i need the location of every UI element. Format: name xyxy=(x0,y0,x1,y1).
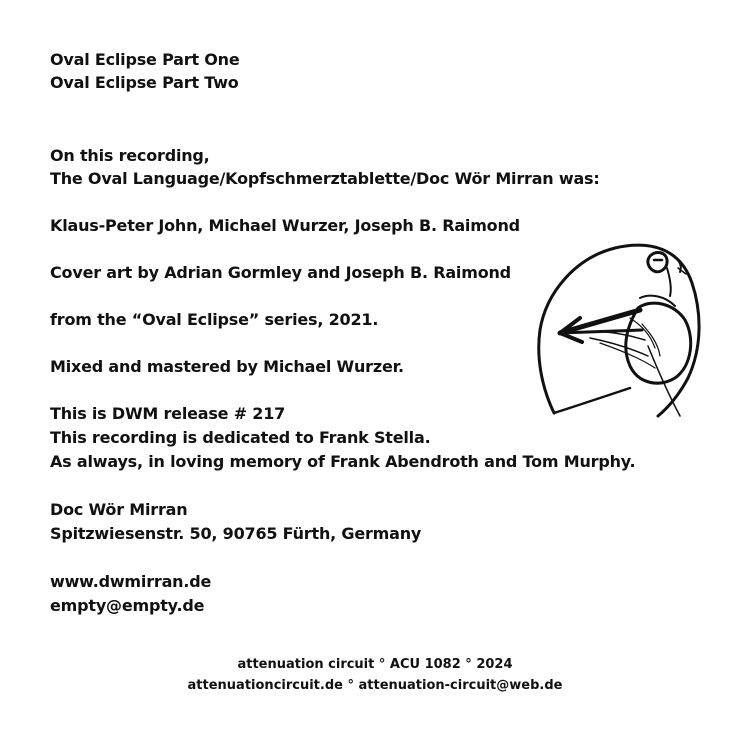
credits-intro-1: On this recording, xyxy=(50,146,210,165)
contact-address: Spitzwiesenstr. 50, 90765 Fürth, Germany xyxy=(50,524,422,543)
sketch-drawing-icon xyxy=(530,238,710,423)
track-1: Oval Eclipse Part One xyxy=(50,50,240,69)
track-2: Oval Eclipse Part Two xyxy=(50,73,239,92)
footer-web-line: attenuationcircuit.de ° attenuation-circuit@web.de xyxy=(187,678,563,693)
contact-name: Doc Wör Mirran xyxy=(50,500,188,519)
credits-memory: As always, in loving memory of Frank Abendroth and Tom Murphy. xyxy=(50,452,636,471)
credits-members: Klaus-Peter John, Michael Wurzer, Joseph B. Raimond xyxy=(50,216,520,235)
credits-intro-2: The Oval Language/Kopfschmerztablette/Doc Wör Mirran was: xyxy=(50,169,600,188)
contact-website: www.dwmirran.de xyxy=(50,572,212,591)
credits-dedication: This recording is dedicated to Frank Stella. xyxy=(50,428,431,447)
footer-label-line: attenuation circuit ° ACU 1082 ° 2024 xyxy=(237,657,513,672)
credits-mixing: Mixed and mastered by Michael Wurzer. xyxy=(50,357,404,376)
contact-email: empty@empty.de xyxy=(50,596,205,615)
credits-cover-art: Cover art by Adrian Gormley and Joseph B. Raimond xyxy=(50,263,511,282)
credits-release: This is DWM release # 217 xyxy=(50,404,286,423)
credits-series: from the “Oval Eclipse” series, 2021. xyxy=(50,310,379,329)
